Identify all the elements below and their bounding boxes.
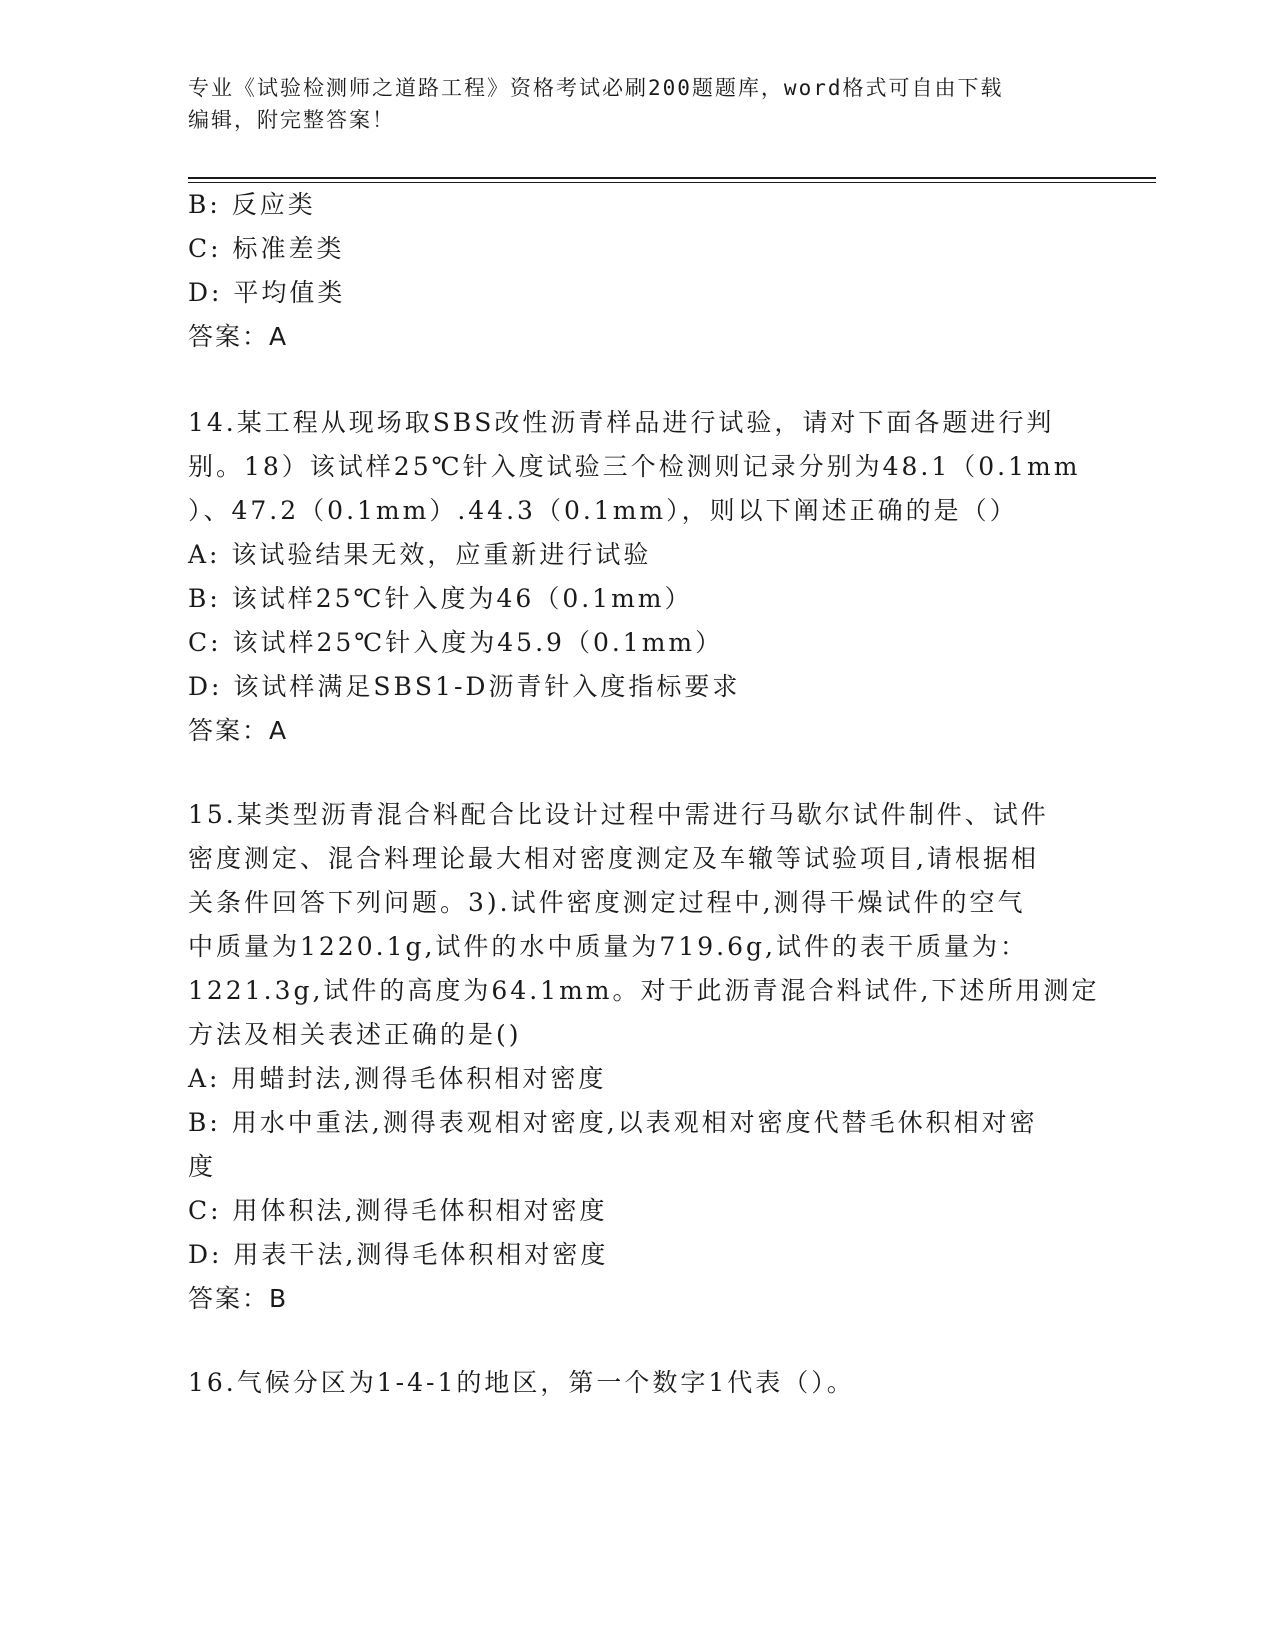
q15-text-line-2: 密度测定、混合料理论最大相对密度测定及车辙等试验项目,请根据相 <box>188 844 1039 873</box>
q15-text-line-4: 中质量为1220.1g,试件的水中质量为719.6g,试件的表干质量为： <box>188 932 1028 961</box>
q16-text-line-1: 16.气候分区为1-4-1的地区，第一个数字1代表（）。 <box>188 1368 855 1397</box>
option-d: D: 平均值类 <box>188 278 346 307</box>
q15-option-b-line-2: 度 <box>188 1152 217 1181</box>
header-line-2: 编辑，附完整答案！ <box>188 108 395 132</box>
option-c: C: 标准差类 <box>188 234 345 263</box>
header-rule-thick <box>188 177 1156 179</box>
q14-option-b: B: 该试样25℃针入度为46（0.1mm） <box>188 584 693 613</box>
q14-answer: 答案：A <box>188 716 289 745</box>
header-line-1: 专业《试验检测师之道路工程》资格考试必刷200题题库，word格式可自由下载 <box>188 76 1004 100</box>
q14-text-line-1: 14.某工程从现场取SBS改性沥青样品进行试验，请对下面各题进行判 <box>188 408 1055 437</box>
q14-text-line-3: ）、47.2（0.1mm）.44.3（0.1mm），则以下阐述正确的是（） <box>188 496 1018 525</box>
option-b: B: 反应类 <box>188 190 316 219</box>
q14-option-c: C: 该试样25℃针入度为45.9（0.1mm） <box>188 628 724 657</box>
q15-answer: 答案：B <box>188 1284 289 1313</box>
q14-option-a: A: 该试验结果无效，应重新进行试验 <box>188 540 652 569</box>
q15-text-line-5: 1221.3g,试件的高度为64.1mm。对于此沥青混合料试件,下述所用测定 <box>188 976 1100 1005</box>
q15-option-c: C: 用体积法,测得毛体积相对密度 <box>188 1196 608 1225</box>
page-header <box>188 72 1068 136</box>
q15-text-line-1: 15.某类型沥青混合料配合比设计过程中需进行马歇尔试件制件、试件 <box>188 800 1049 829</box>
answer-label: 答案：A <box>188 322 289 351</box>
q14-option-d: D: 该试样满足SBS1-D沥青针入度指标要求 <box>188 672 741 701</box>
q15-option-d: D: 用表干法,测得毛体积相对密度 <box>188 1240 609 1269</box>
header-rule-thin <box>188 182 1156 183</box>
q15-option-b-line-1: B: 用水中重法,测得表观相对密度,以表观相对密度代替毛休积相对密 <box>188 1108 1038 1137</box>
q15-text-line-6: 方法及相关表述正确的是() <box>188 1020 522 1049</box>
q15-option-a: A: 用蜡封法,测得毛体积相对密度 <box>188 1064 607 1093</box>
q14-text-line-2: 别。18）该试样25℃针入度试验三个检测则记录分别为48.1（0.1mm <box>188 452 1081 481</box>
q15-text-line-3: 关条件回答下列问题。3).试件密度测定过程中,测得干燥试件的空气 <box>188 888 1026 917</box>
